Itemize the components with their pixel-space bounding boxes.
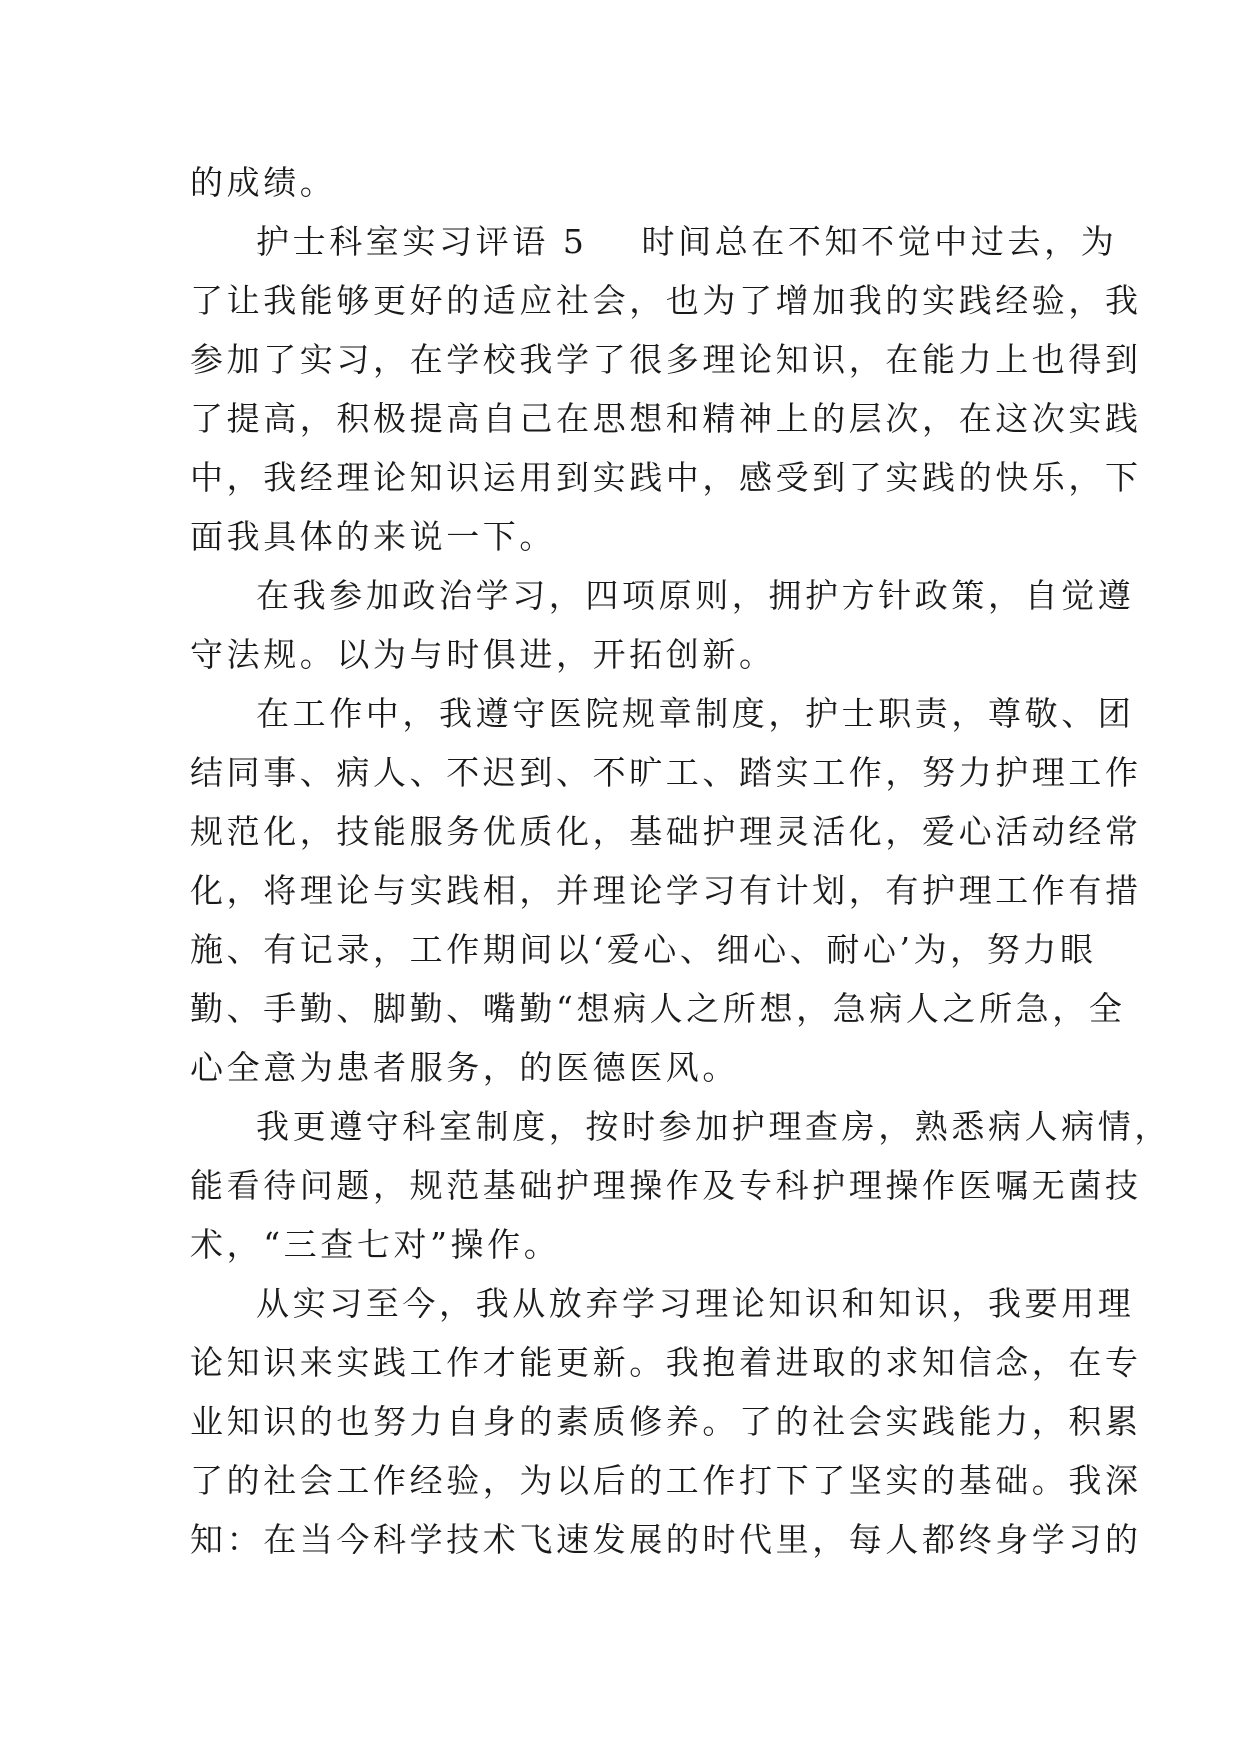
line-text: 化，将理论与实践相，并理论学习有计划，有护理工作有措 [190, 871, 1142, 910]
text-line [190, 212, 1118, 271]
text-line [190, 743, 1142, 802]
section-heading: 护士科室实习评语 5 [256, 222, 588, 261]
line-text: 勤、手勤、脚勤、嘴勤“想病人之所想，急病人之所急，全 [190, 989, 1126, 1028]
line-text: 业知识的也努力自身的素质修养。了的社会实践能力，积累 [190, 1402, 1142, 1441]
line-text: 面我具体的来说一下。 [190, 517, 556, 556]
text-line [190, 861, 1142, 920]
line-text: 时间总在不知不觉中过去，为 [641, 222, 1118, 261]
line-text: 在工作中，我遵守医院规章制度，护士职责，尊敬、团 [256, 694, 1135, 733]
line-text: 的成绩。 [190, 163, 337, 202]
text-line [190, 389, 1142, 448]
line-text: 了让我能够更好的适应社会，也为了增加我的实践经验，我 [190, 281, 1142, 320]
text-line [190, 625, 1058, 684]
text-line [190, 330, 1142, 389]
line-text: 术，“三查七对”操作。 [190, 1225, 561, 1264]
text-line [190, 1156, 1142, 1215]
text-line [190, 1510, 1142, 1569]
line-text: 能看待问题，规范基础护理操作及专科护理操作医嘱无菌技 [190, 1166, 1142, 1205]
text-line [190, 1392, 1142, 1451]
text-line [190, 979, 1126, 1038]
text-line [190, 1038, 1058, 1097]
line-text: 参加了实习，在学校我学了很多理论知识，在能力上也得到 [190, 340, 1142, 379]
line-text: 守法规。以为与时俱进，开拓创新。 [190, 635, 776, 674]
line-text: 了提高，积极提高自己在思想和精神上的层次，在这次实践 [190, 399, 1142, 438]
line-text: 知：在当今科学技术飞速发展的时代里，每人都终身学习的 [190, 1520, 1142, 1559]
line-text: 我更遵守科室制度，按时参加护理查房，熟悉病人病情， [256, 1107, 1171, 1146]
text-line [190, 920, 1097, 979]
text-line [190, 271, 1142, 330]
text-line [190, 1333, 1142, 1392]
line-text: 了的社会工作经验，为以后的工作打下了坚实的基础。我深 [190, 1461, 1142, 1500]
line-text: 论知识来实践工作才能更新。我抱着进取的求知信念，在专 [190, 1343, 1142, 1382]
line-text: 中，我经理论知识运用到实践中，感受到了实践的快乐，下 [190, 458, 1142, 497]
text-line [190, 507, 1058, 566]
line-text: 施、有记录，工作期间以‘爱心、细心、耐心’为，努力眼 [190, 930, 1097, 969]
line-text: 规范化，技能服务优质化，基础护理灵活化，爱心活动经常 [190, 812, 1142, 851]
text-line [190, 802, 1142, 861]
text-line [190, 684, 1135, 743]
text-line [190, 1215, 1058, 1274]
text-line [190, 566, 1135, 625]
text-line [190, 1451, 1142, 1510]
line-text: 在我参加政治学习，四项原则，拥护方针政策，自觉遵 [256, 576, 1135, 615]
line-text: 从实习至今，我从放弃学习理论知识和知识，我要用理 [256, 1284, 1135, 1323]
text-line [190, 1097, 1171, 1156]
body-text [190, 153, 1171, 1569]
line-text: 心全意为患者服务，的医德医风。 [190, 1048, 739, 1087]
text-line [190, 153, 1058, 212]
line-text: 结同事、病人、不迟到、不旷工、踏实工作，努力护理工作 [190, 753, 1142, 792]
text-line [190, 1274, 1135, 1333]
text-line [190, 448, 1142, 507]
